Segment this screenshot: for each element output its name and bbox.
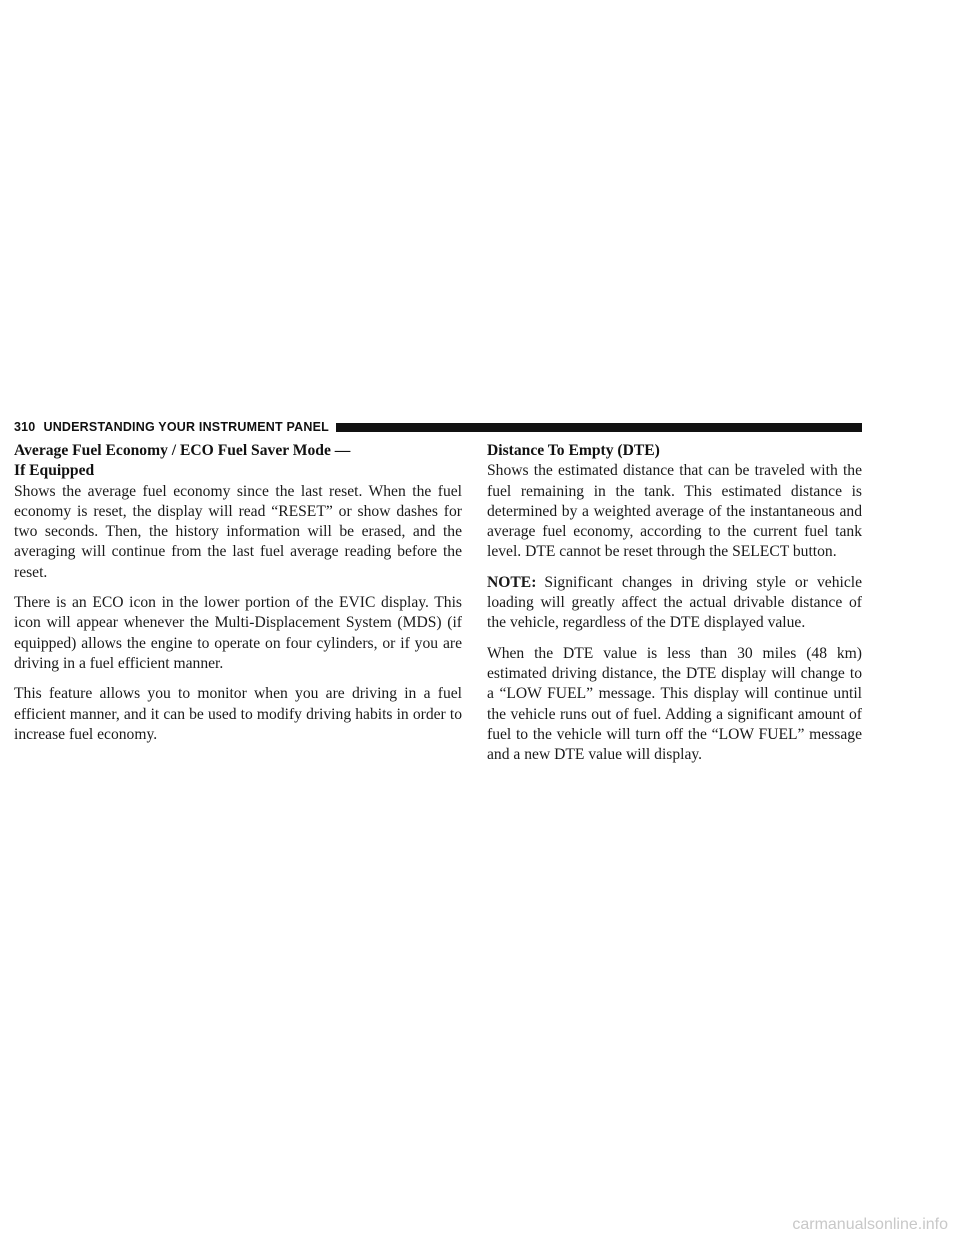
average-fuel-economy-heading	[14, 441, 462, 482]
paragraph: There is an ECO icon in the lower portion of the EVIC display. This icon will appear whenever the Multi-Displacement System (MDS) (if equipped) allows the engine to operate on four cylinders, or if you are driving in a fuel efficient manner.	[14, 594, 462, 672]
heading-line-1: Average Fuel Economy / ECO Fuel Saver Mode —	[14, 442, 351, 459]
left-column	[14, 441, 462, 755]
heading-line-2: If Equipped	[14, 462, 95, 480]
right-column	[487, 441, 862, 775]
distance-to-empty-heading: Distance To Empty (DTE)	[487, 442, 660, 459]
paragraph: When the DTE value is less than 30 miles (48 km) estimated driving distance, the DTE display will change to a “LOW FUEL” message. This display will continue until the vehicle runs out of fuel. Adding a significant amount of fuel to the vehicle will turn off the “LOW FUEL” message and a new DTE value will display.	[487, 644, 862, 764]
header-rule	[336, 423, 862, 432]
page-number: 310	[14, 420, 36, 434]
section-title: UNDERSTANDING YOUR INSTRUMENT PANEL	[43, 420, 329, 434]
page-header	[14, 418, 862, 436]
note-paragraph	[487, 573, 862, 634]
paragraph: Shows the average fuel economy since the last reset. When the fuel economy is reset, the display will read “RESET” or show dashes for two seconds. Then, the history information will be erased, and the averaging will continue from the last fuel average reading before the reset.	[14, 482, 462, 581]
note-text: Significant changes in driving style or vehicle loading will greatly affect the actual drivable distance of the vehicle, regardless of the DTE displayed value.	[487, 573, 862, 632]
note-label: NOTE:	[487, 573, 537, 591]
paragraph: This feature allows you to monitor when you are driving in a fuel efficient manner, and it can be used to modify driving habits in order to increase fuel economy.	[14, 685, 462, 743]
watermark: carmanualsonline.info	[792, 1216, 948, 1233]
paragraph: Shows the estimated distance that can be traveled with the fuel remaining in the tank. This estimated distance is determined by a weighted average of the instantaneous and average fuel economy, according to the current fuel tank level. DTE cannot be reset through the SELECT button.	[487, 462, 862, 561]
